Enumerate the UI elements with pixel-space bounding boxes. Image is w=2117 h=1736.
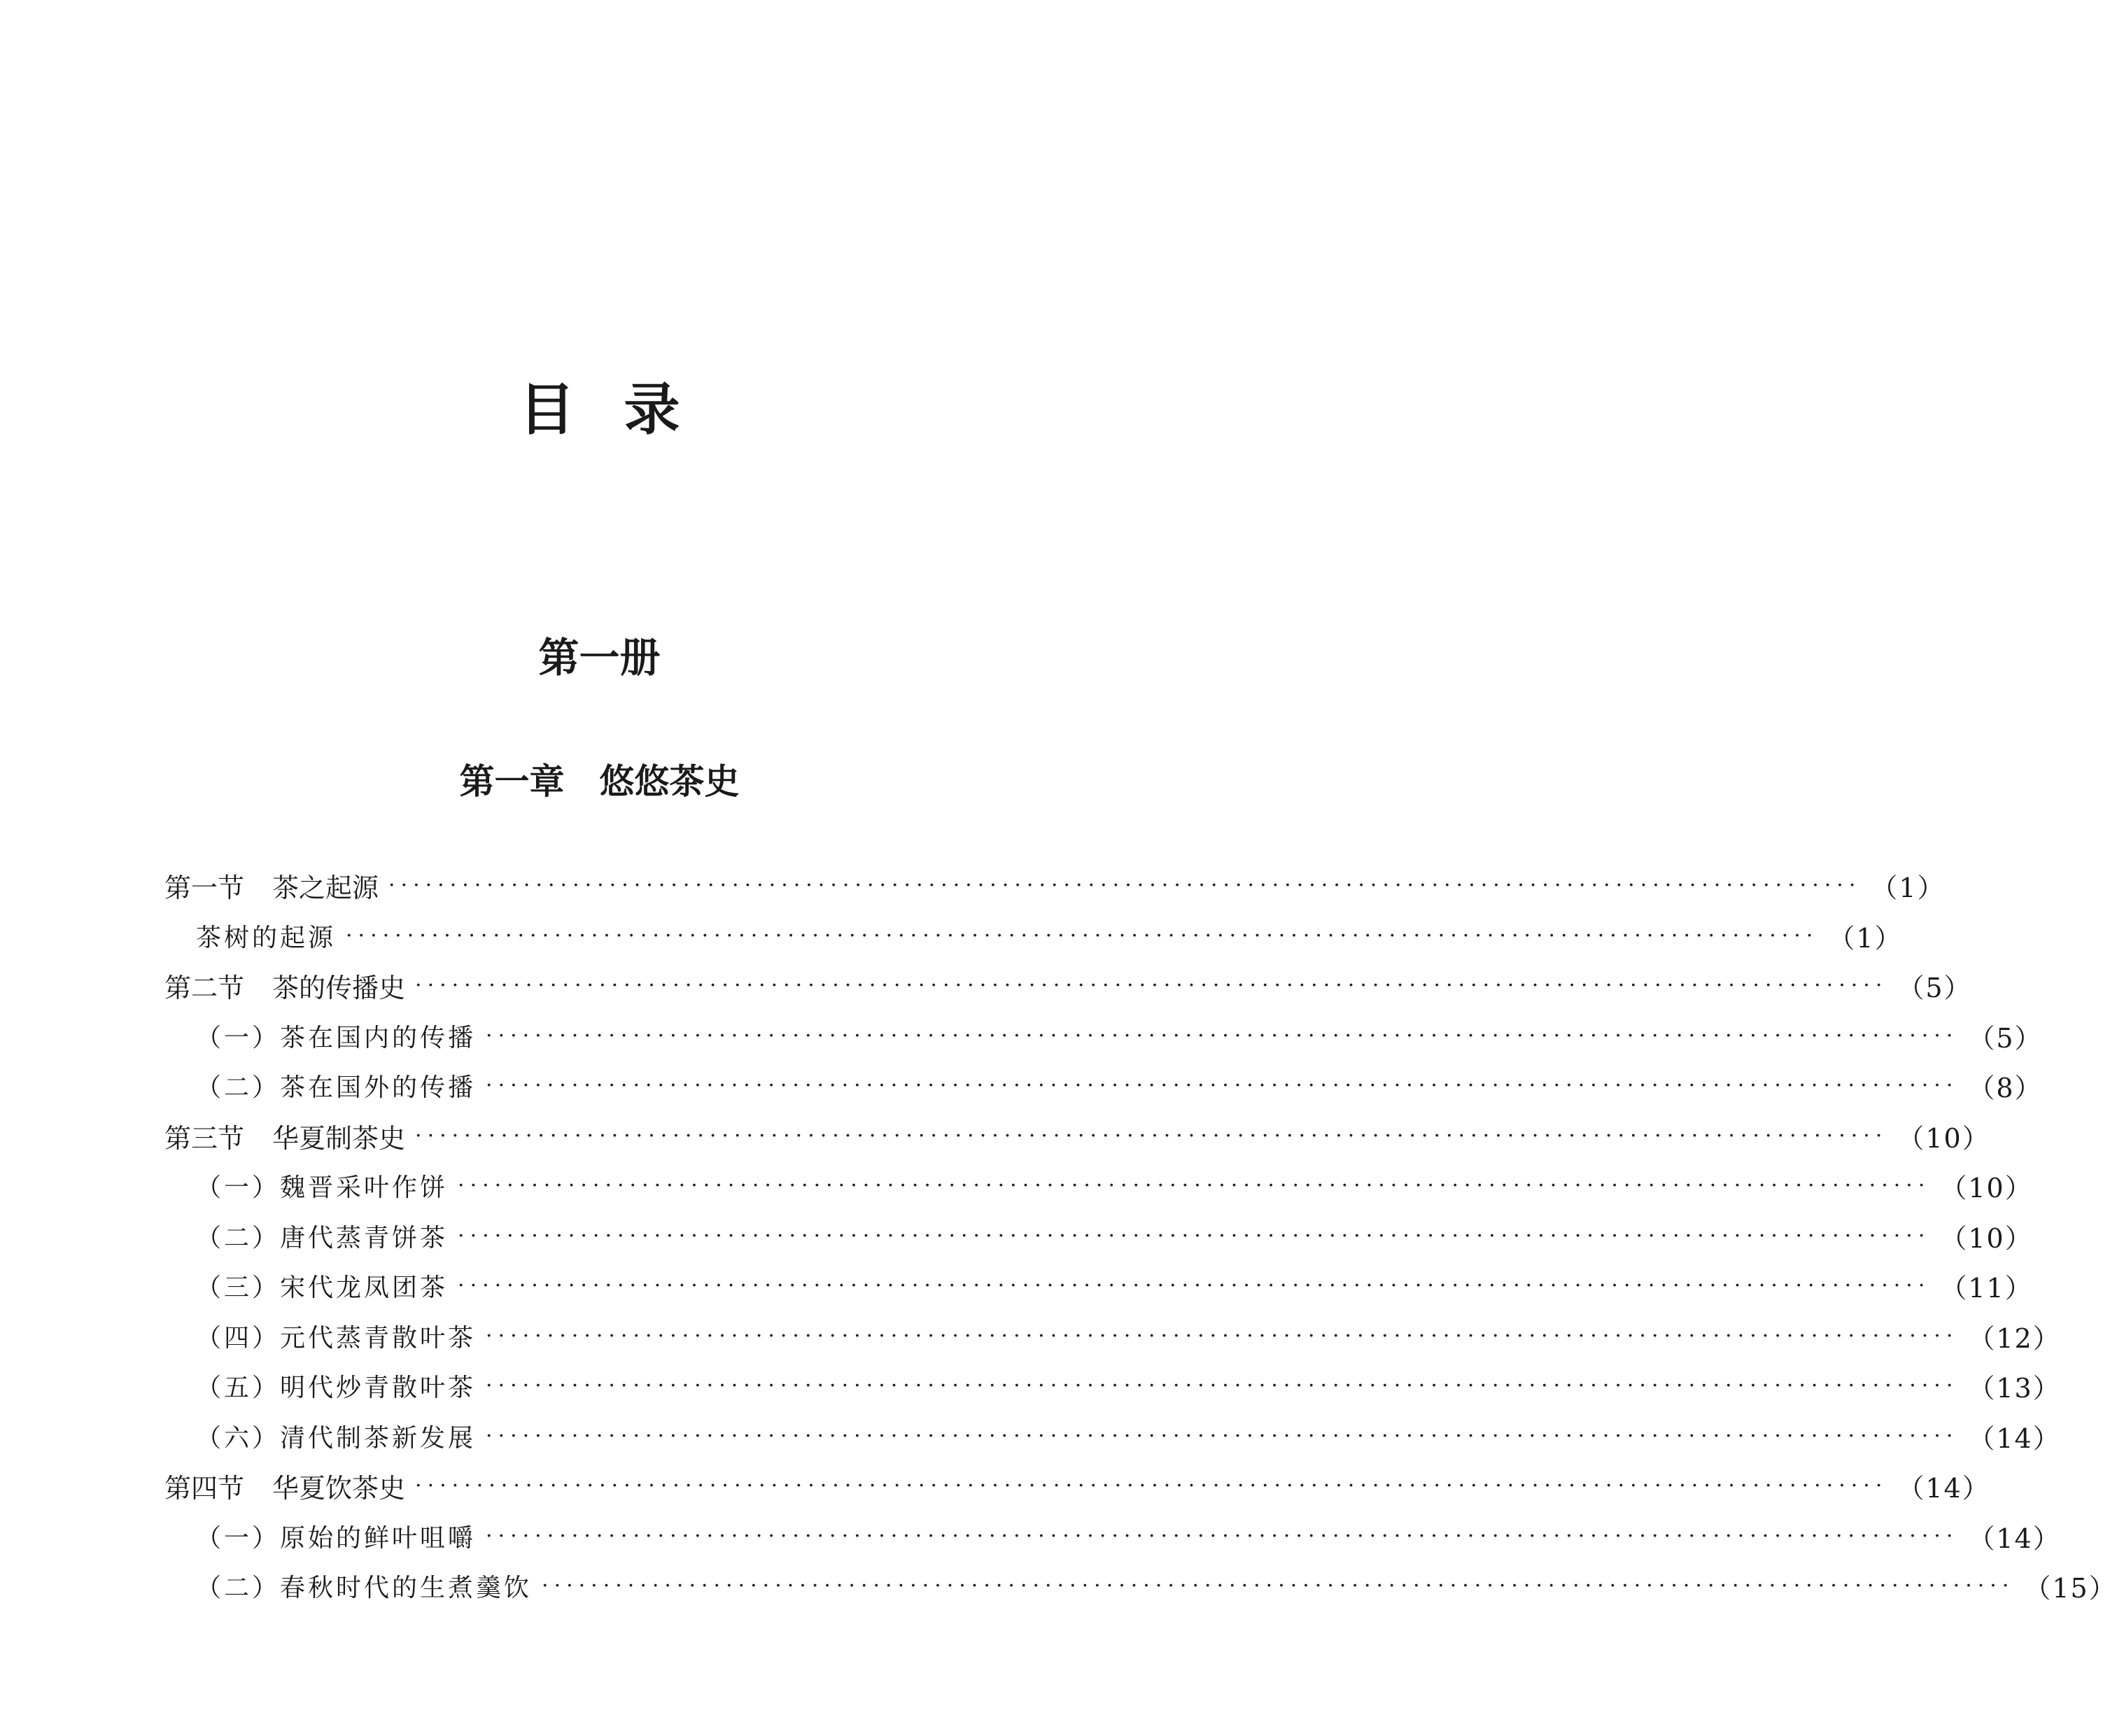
toc-subsection-row[interactable] <box>164 911 1903 961</box>
toc-entry-title: 茶树的起源 <box>196 923 337 952</box>
toc-subsection-row[interactable] <box>164 1361 2061 1411</box>
dot-leader: ························································································································ <box>458 1273 1931 1299</box>
toc-entry-number: （二） <box>196 1574 281 1603</box>
toc-page-number: （12） <box>1968 1322 2061 1354</box>
toc-subsection-row[interactable] <box>164 1061 2043 1111</box>
dot-leader: ························································································································ <box>486 1073 1959 1099</box>
dot-leader: ························································································································ <box>486 1523 1959 1548</box>
toc-entry-title: 茶之起源 <box>272 873 379 904</box>
toc-page-number: （10） <box>1897 1122 1990 1154</box>
toc-page-number: （5） <box>1968 1022 2043 1054</box>
toc-entry-title: 茶在国内的传播 <box>280 1023 477 1052</box>
dot-leader: ························································································································ <box>415 1123 1888 1148</box>
toc-subsection-row[interactable] <box>164 1211 2033 1262</box>
toc-entry-title: 华夏饮茶史 <box>272 1473 406 1504</box>
dot-leader: ························································································································ <box>458 1223 1931 1248</box>
toc-entry-label <box>164 1117 405 1155</box>
chapter-title <box>0 757 1199 806</box>
toc-page-number: （10） <box>1940 1222 2033 1254</box>
toc-entry-title: 明代炒青散叶茶 <box>280 1374 477 1403</box>
toc-entry-title: 华夏制茶史 <box>272 1122 406 1154</box>
toc-entry-number: （二） <box>196 1223 281 1252</box>
toc-entry-number: （三） <box>196 1273 281 1303</box>
toc-subsection-row[interactable] <box>164 1011 2043 1061</box>
toc-entry-title: 春秋时代的生煮羹饮 <box>280 1574 533 1603</box>
page-title <box>0 374 1199 444</box>
toc-entry-title: 茶的传播史 <box>272 973 406 1004</box>
toc-page-number: （11） <box>1940 1273 2033 1304</box>
toc-entry-number: （四） <box>196 1323 281 1353</box>
toc-entry-label <box>196 1518 476 1554</box>
toc-entry-title: 元代蒸青散叶茶 <box>280 1323 477 1353</box>
dot-leader: ························································································································ <box>486 1023 1959 1048</box>
toc-page-number: （1） <box>1871 873 1946 904</box>
toc-entry-number: （一） <box>196 1173 281 1203</box>
toc-subsection-row[interactable] <box>164 1161 2033 1211</box>
dot-leader: ························································································································ <box>486 1423 1959 1448</box>
toc-entry-title: 宋代龙凤团茶 <box>280 1273 449 1303</box>
toc-entry-number: （二） <box>196 1073 281 1103</box>
toc-entry-number: 第四节 <box>164 1473 245 1504</box>
dot-leader: ························································································································ <box>458 1173 1931 1199</box>
toc-page-number: （14） <box>1968 1423 2061 1454</box>
toc-entry-number: （一） <box>196 1023 281 1052</box>
toc-entry-number: （六） <box>196 1423 281 1453</box>
toc-entry-title: 原始的鲜叶咀嚼 <box>280 1523 477 1553</box>
dot-leader: ························································································································ <box>415 1474 1888 1499</box>
dot-leader: ························································································································ <box>346 923 1819 948</box>
dot-leader: ························································································································ <box>486 1374 1959 1399</box>
toc-subsection-row[interactable] <box>164 1561 2117 1611</box>
dot-leader: ························································································································ <box>542 1574 2015 1599</box>
chapter-number: 第一章 <box>459 761 565 802</box>
page-title-char-1: 目 <box>519 376 575 442</box>
chapter-name: 悠悠茶史 <box>599 761 740 802</box>
toc-section-row[interactable] <box>164 961 1972 1011</box>
toc-entry-title: 茶在国外的传播 <box>280 1073 477 1103</box>
toc-entry-number: 第三节 <box>164 1122 245 1154</box>
toc-subsection-row[interactable] <box>164 1411 2061 1462</box>
toc-entry-label <box>196 1318 476 1354</box>
toc-entry-label <box>196 1418 476 1454</box>
toc-entry-title: 魏晋采叶作饼 <box>280 1173 449 1203</box>
toc-entry-number: （五） <box>196 1374 281 1403</box>
toc-entry-label <box>196 1368 476 1404</box>
toc-entry-label <box>196 1568 532 1604</box>
volume-title: 第一册 <box>538 634 661 682</box>
toc-page-number: （10） <box>1940 1173 2033 1204</box>
toc-page-number: （5） <box>1897 973 1972 1004</box>
dot-leader: ························································································································ <box>486 1323 1959 1348</box>
toc-subsection-row[interactable] <box>164 1311 2061 1362</box>
toc-page-number: （15） <box>2024 1573 2117 1604</box>
toc-entry-title: 唐代蒸青饼茶 <box>280 1223 449 1252</box>
toc-entry-label <box>196 1218 448 1254</box>
toc-entry-label <box>164 966 405 1005</box>
toc-entry-label <box>196 1068 476 1103</box>
toc-entry-label <box>196 918 336 954</box>
toc-entry-number: 第一节 <box>164 873 245 904</box>
toc-section-row[interactable] <box>164 861 1946 911</box>
toc-page-number: （14） <box>1897 1473 1990 1504</box>
toc-section-row[interactable] <box>164 1461 1990 1511</box>
dot-leader: ························································································································ <box>388 873 1862 898</box>
page-title-char-2: 录 <box>624 376 680 442</box>
toc-entry-label <box>164 866 379 905</box>
toc-page-number: （14） <box>1968 1523 2061 1554</box>
toc-page-number: （8） <box>1968 1073 2043 1104</box>
toc-entry-number: （一） <box>196 1523 281 1553</box>
toc-entry-label <box>196 1018 476 1054</box>
toc-entry-title: 清代制茶新发展 <box>280 1423 477 1453</box>
toc-entry-label <box>164 1467 405 1505</box>
toc-entry-number: 第二节 <box>164 973 245 1004</box>
toc-subsection-row[interactable] <box>164 1511 2061 1562</box>
dot-leader: ························································································································ <box>415 973 1888 998</box>
toc-entry-label <box>196 1168 448 1204</box>
toc-entry-label <box>196 1268 448 1304</box>
table-of-contents <box>164 861 2117 1611</box>
toc-page-number: （13） <box>1968 1373 2061 1404</box>
toc-section-row[interactable] <box>164 1111 1990 1162</box>
toc-subsection-row[interactable] <box>164 1261 2033 1311</box>
toc-page-number: （1） <box>1828 922 1903 954</box>
